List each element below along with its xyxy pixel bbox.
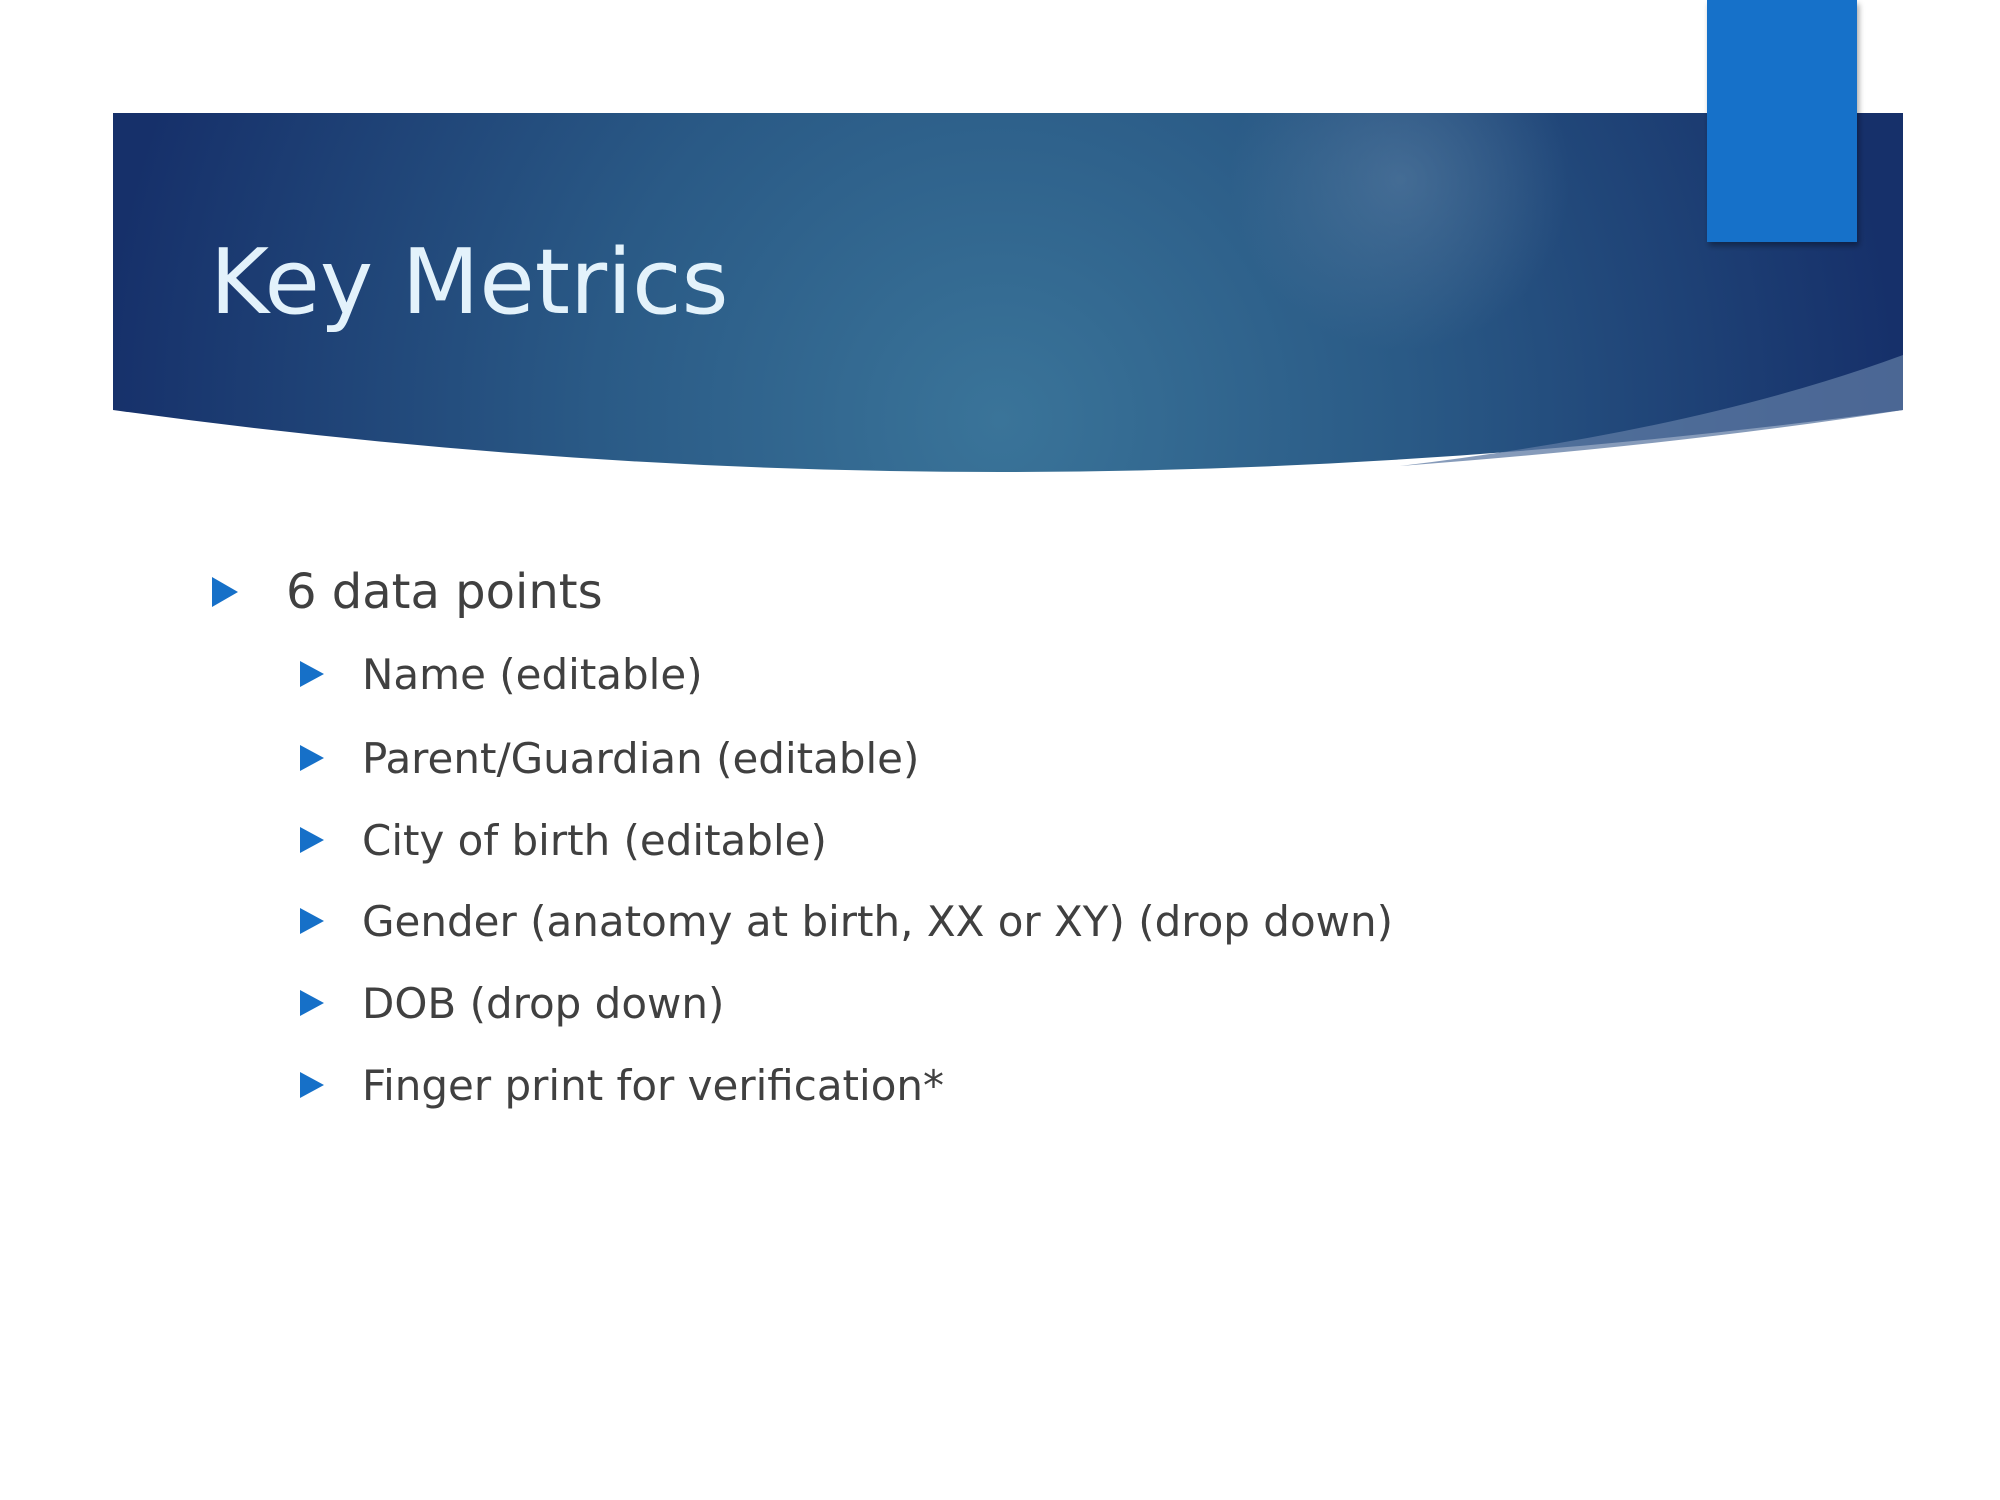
sub-bullet-text: DOB (drop down) bbox=[362, 978, 725, 1028]
sub-bullet-text: City of birth (editable) bbox=[362, 815, 827, 865]
bullet-text: 6 data points bbox=[286, 564, 603, 620]
sub-bullet-text: Parent/Guardian (editable) bbox=[362, 733, 920, 783]
slide-title: Key Metrics bbox=[210, 230, 729, 335]
sub-bullet-text: Name (editable) bbox=[362, 649, 703, 699]
accent-tab bbox=[1707, 0, 1857, 242]
sub-bullet-text: Gender (anatomy at birth, XX or XY) (drop down) bbox=[362, 896, 1394, 946]
sub-bullet-text: Finger print for verification* bbox=[362, 1060, 945, 1110]
